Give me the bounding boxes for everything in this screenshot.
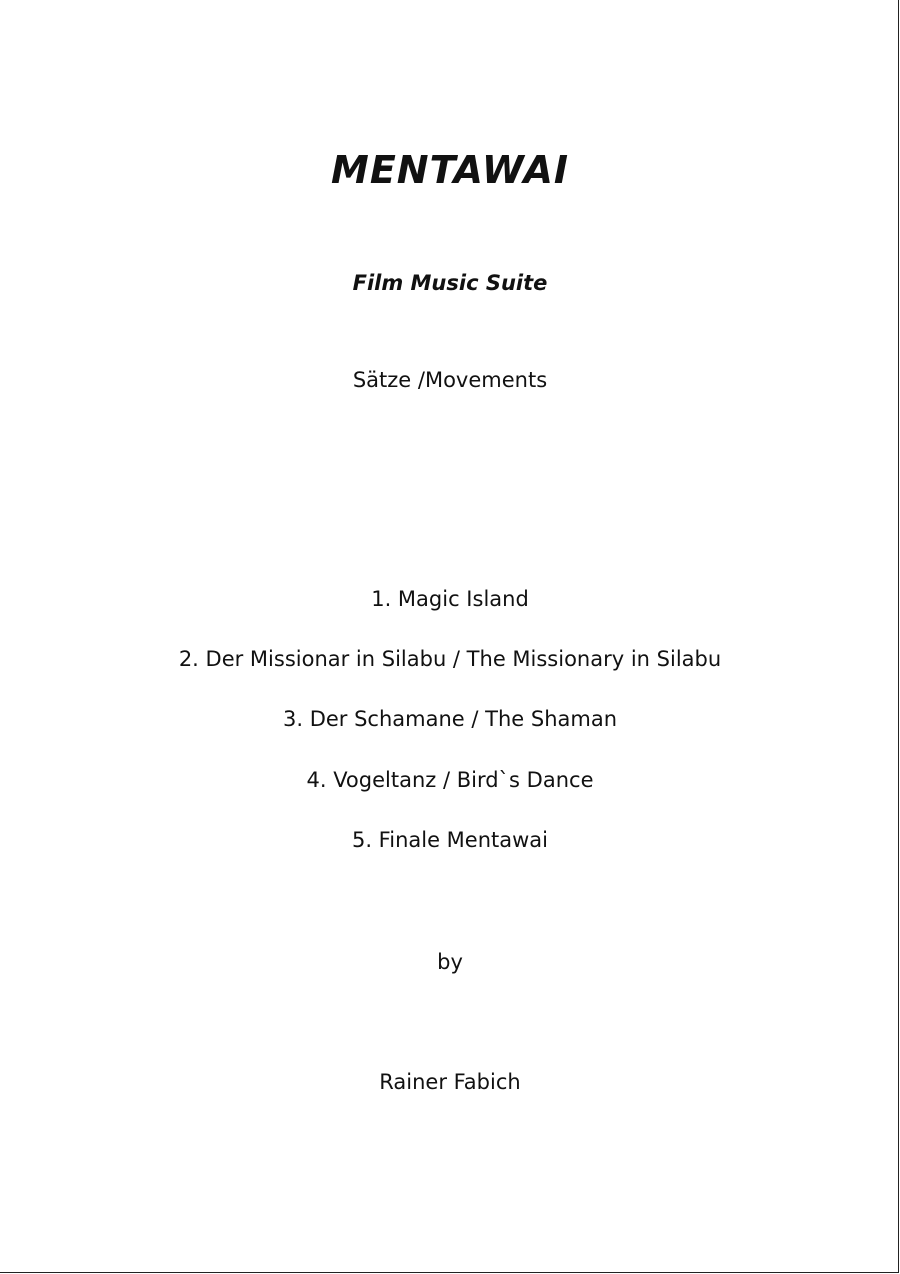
page-title: MENTAWAI [331,148,569,192]
composer-name: Rainer Fabich [379,1070,521,1094]
by-label: by [437,950,463,974]
movement-item: 2. Der Missionar in Silabu / The Missionary in Silabu [178,647,722,671]
movement-item: 3. Der Schamane / The Shaman [282,707,618,731]
movement-item: 4. Vogeltanz / Bird`s Dance [306,768,594,792]
movement-item: 1. Magic Island [371,587,529,611]
movements-heading: Sätze /Movements [352,368,548,392]
page-subtitle: Film Music Suite [352,271,548,295]
movement-item: 5. Finale Mentawai [351,828,549,852]
